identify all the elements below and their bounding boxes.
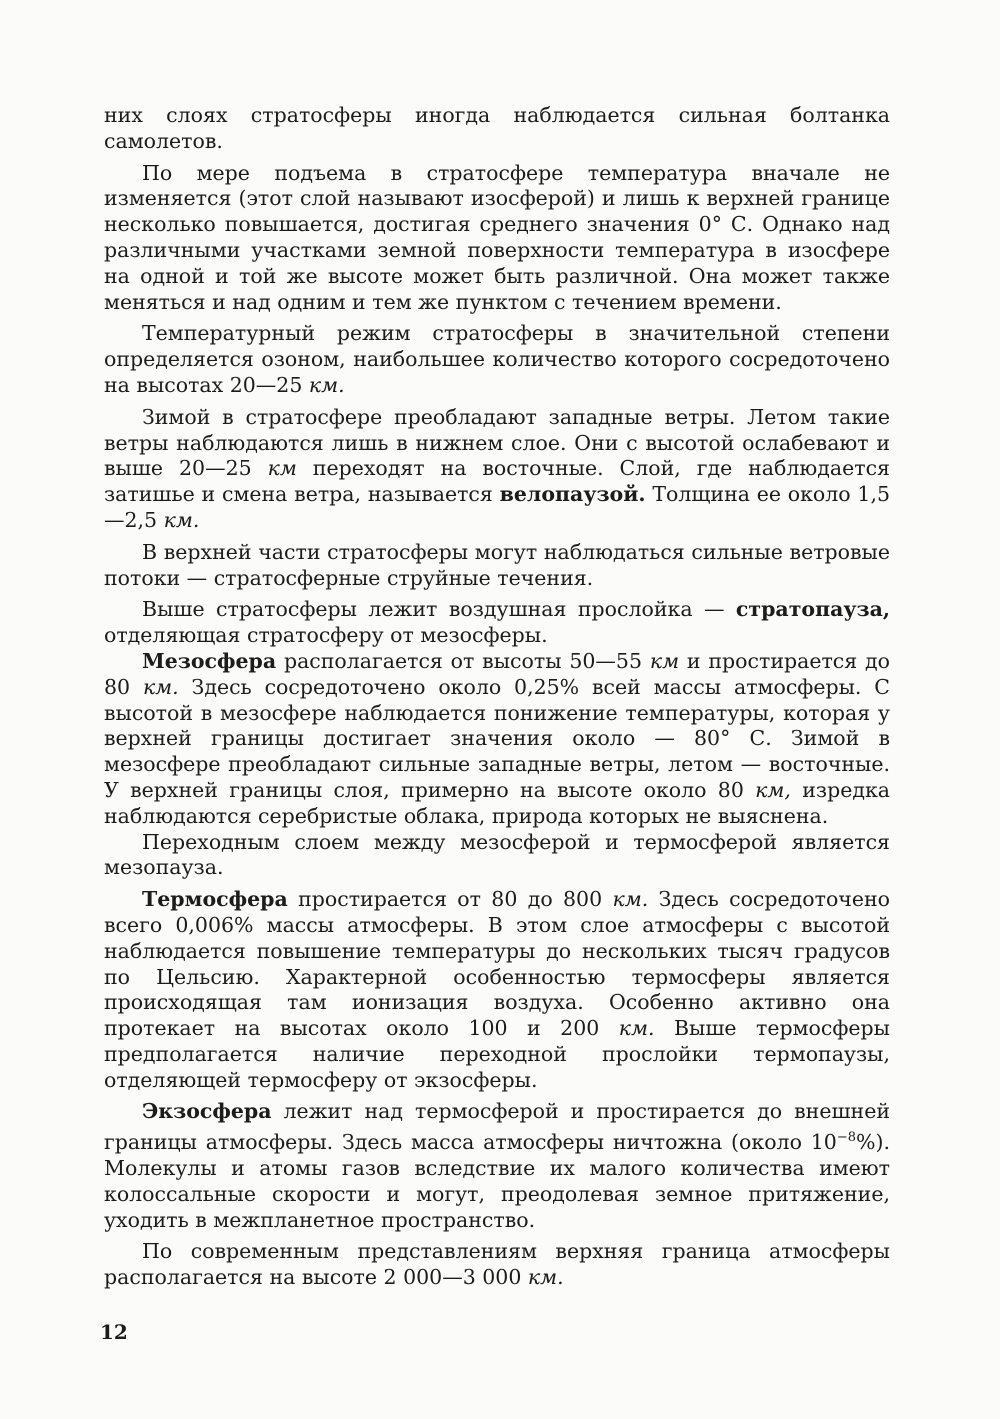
paragraph-ozone: Температурный режим стратосферы в значительной степени определяется озоном, наибольшее количество которого сосредоточено на высотах 20—25 км. xyxy=(104,321,890,397)
paragraph-mesopause: Переходным слоем между мезосферой и термосферой является мезопауза. xyxy=(104,829,890,880)
term-mesosphere: Мезосфера xyxy=(142,648,277,673)
term-exosphere: Экзосфера xyxy=(142,1099,272,1124)
paragraph-exosphere: Экзосфера лежит над термосферой и простирается до внешней границы атмосферы. Здесь масса атмосферы ничтожна (около $10^{-8}\%$). Молекулы и атомы газов вследствие их малого количества имеют колоссальные скорости и могут, преодолевая земное притяжение, уходить в межпланетное пространство. xyxy=(104,1099,890,1232)
paragraph-isosphere: По мере подъема в стратосфере температура вначале не изменяется (этот слой называют изосферой) и лишь к верхней границе несколько повышается, достигая среднего значения 0° С. Однако над различными участками земной поверхности температура в изосфере на одной и той же высоте может быть различной. Она может также меняться и над одним и тем же пунктом с течением времени. xyxy=(104,160,890,314)
term-thermosphere: Термосфера xyxy=(142,887,288,912)
paragraph-winds: Зимой в стратосфере преобладают западные ветры. Летом такие ветры наблюдаются лишь в нижнем слое. Они с высотой ослабевают и выше 20—25 км переходят на восточные. Слой, где наблюдается затишье и смена ветра, называется велопаузой. Толщина ее около 1,5—2,5 км. xyxy=(104,404,891,532)
paragraph-mesosphere: Мезосфера располагается от высоты 50—55 км и простирается до 80 км. Здесь сосредоточено около 0,25% всей массы атмосферы. С высотой в мезосфере наблюдается понижение температуры, которая у верхней границы достигает значения около — 80° С. Зимой в мезосфере преобладают сильные западные ветры, летом — восточные. У верхней границы слоя, примерно на высоте около 80 км, изредка наблюдаются серебристые облака, природа которых не выяснена. xyxy=(104,648,890,828)
paragraph-thermosphere: Термосфера простирается от 80 до 800 км. Здесь сосредоточено всего 0,006% массы атмосферы. В этом слое атмосферы с высотой наблюдается повышение температуры до нескольких тысяч градусов по Цельсию. Характерной особенностью термосферы является происходящая там ионизация воздуха. Особенно активно она протекает на высотах около 100 и 200 км. Выше термосферы предполагается наличие переходной прослойки термопаузы, отделяющей термосферу от экзосферы. xyxy=(104,887,890,1092)
paragraph-continuation: них слоях стратосферы иногда наблюдается сильная болтанка самолетов. xyxy=(104,103,890,153)
term-stratopause: стратопауза, xyxy=(735,597,890,622)
paragraph-upper-boundary: По современным представлениям верхняя граница атмосферы располагается на высоте 2 000—3 000 км. xyxy=(104,1239,890,1290)
body-text xyxy=(104,103,890,1291)
paragraph-jet-streams: В верхней части стратосферы могут наблюдаться сильные ветровые потоки — стратосферные струйные течения. xyxy=(104,539,890,590)
paragraph-stratopause: Выше стратосферы лежит воздушная прослойка — стратопауза, отделяющая стратосферу от мезосферы. xyxy=(104,597,890,648)
term-velopause: велопаузой. xyxy=(499,482,646,507)
page-number: 12 xyxy=(100,1320,128,1344)
